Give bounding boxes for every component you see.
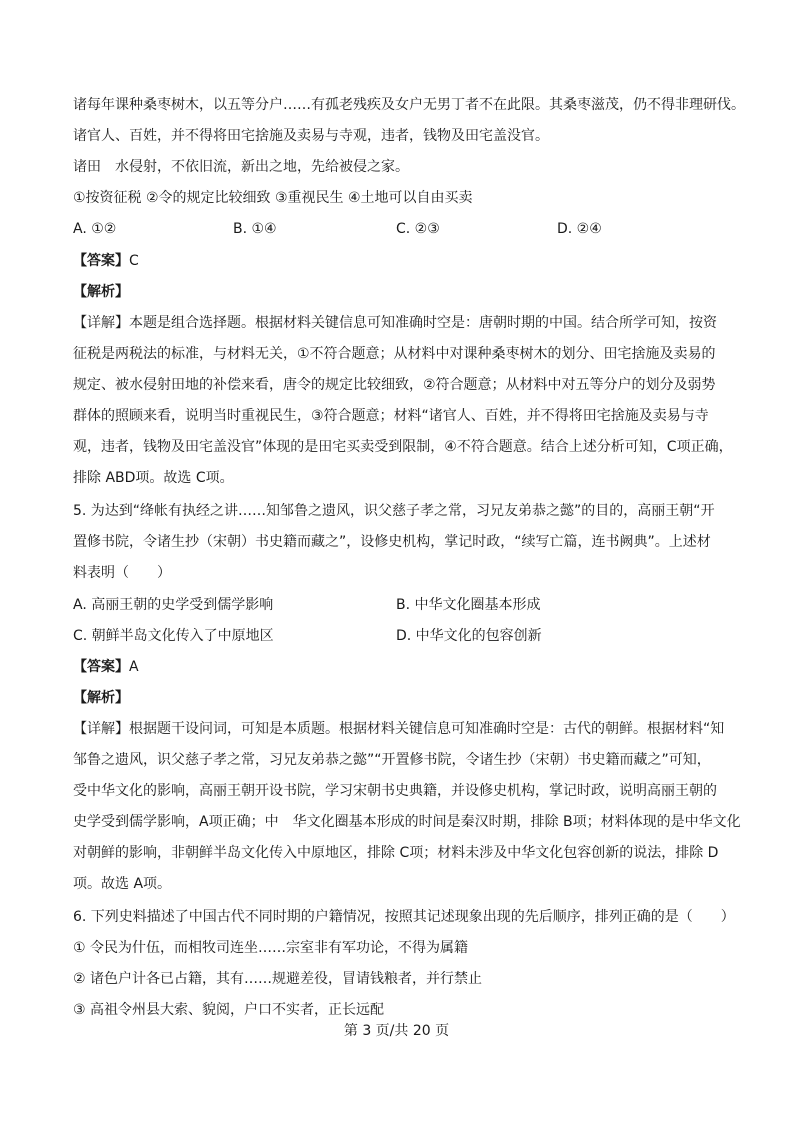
q4-detail-line-3: 规定、被水侵射田地的补偿来看，唐令的规定比较细致，②符合题意；从材料中对五等分户的划分及弱势 [73, 377, 716, 393]
q5-detail-line-1: 【详解】根据题干设问词，可知是本质题。根据材料关键信息可知准确时空是：古代的朝鲜。根据材料“知 [73, 721, 725, 737]
q5-stem-line-3: 料表明（ ） [73, 565, 171, 581]
page-footer: 第 3 页/共 20 页 [343, 1023, 450, 1039]
q4-statements: ①按资征税 ②令的规定比较细致 ③重视民生 ④土地可以自由买卖 [73, 190, 473, 206]
q4-option-d: D. ②④ [557, 221, 602, 237]
q6-item-2: ② 诸色户计各已占籍，其有……规避差役，冒请钱粮者，并行禁止 [73, 971, 482, 987]
answer-tag: 【答案】 [73, 659, 129, 675]
q5-answer [73, 657, 753, 677]
material-line-2: 诸官人、百姓，并不得将田宅捨施及卖易与寺观，违者，钱物及田宅盖没官。 [73, 128, 549, 144]
q5-option-c: C. 朝鲜半岛文化传入了中原地区 [73, 628, 274, 644]
q5-option-a: A. 高丽王朝的史学受到儒学影响 [73, 597, 274, 613]
q4-detail-line-4: 群体的照顾来看，说明当时重视民生，③符合题意；材料“诸官人、百姓，并不得将田宅捨施及卖易与寺 [73, 408, 709, 424]
material-line-1: 诸每年课种桑枣树木，以五等分户……有孤老残疾及女户无男丁者不在此限。其桑枣滋茂，仍不得非理研伐。 [73, 97, 745, 113]
q4-detail-line-5: 观，违者，钱物及田宅盖没官”体现的是田宅买卖受到限制，④不符合题意。结合上述分析可知，C项正确， [73, 439, 733, 455]
q5-analysis-tag: 【解析】 [73, 690, 129, 706]
q5-detail-line-5: 对朝鲜的影响，非朝鲜半岛文化传入中原地区，排除 C项；材料未涉及中华文化包容创新的说法，排除 D [73, 845, 719, 861]
answer-tag: 【答案】 [73, 253, 129, 269]
q5-detail-line-3: 受中华文化的影响，高丽王朝开设书院，学习宋朝书史典籍，并设修史机构，掌记时政，说明高丽王朝的 [73, 783, 717, 799]
q4-analysis-tag: 【解析】 [73, 284, 129, 300]
q6-stem: 6. 下列史料描述了中国古代不同时期的户籍情况，按照其记述现象出现的先后顺序，排列正确的是（ ） [73, 909, 735, 925]
q5-detail-line-2: 邹鲁之遗风，识父慈子孝之常，习兄友弟恭之懿”“开置修书院，令诸生抄（宋朝）书史籍而藏之”可知， [73, 752, 711, 768]
q4-detail-line-6: 排除 ABD项。故选 C项。 [73, 470, 234, 486]
q5-detail-line-4: 史学受到儒学影响，A项正确；中 华文化圈基本形成的时间是秦汉时期，排除 B项；材料体现的是中华文化 [73, 814, 741, 830]
q6-item-3: ③ 高祖令州县大索、貌阅，户口不实者，正长远配 [73, 1002, 384, 1018]
answer-value: A [129, 659, 139, 675]
q4-detail-line-2: 征税是两税法的标准，与材料无关，①不符合题意；从材料中对课种桑枣树木的划分、田宅捨施及卖易的 [73, 346, 716, 362]
q5-option-d: D. 中华文化的包容创新 [396, 628, 542, 644]
q5-stem-line-1: 5. 为达到“绛帐有执经之讲……知邹鲁之遗风，识父慈子孝之常，习兄友弟恭之懿”的目的，高丽王朝“开 [73, 503, 715, 519]
q6-item-1: ① 令民为什伍，而相牧司连坐……宗室非有军功论，不得为属籍 [73, 940, 468, 956]
material-line-3: 诸田 水侵射，不依旧流，新出之地，先给被侵之家。 [73, 159, 409, 175]
q4-option-c: C. ②③ [396, 221, 440, 237]
q5-stem-line-2: 置修书院，令诸生抄（宋朝）书史籍而藏之”，设修史机构，掌记时政，“续写亡篇，连书阙典”。上述材 [73, 534, 711, 550]
q4-detail-line-1: 【详解】本题是组合选择题。根据材料关键信息可知准确时空是：唐朝时期的中国。结合所学可知，按资 [73, 315, 717, 331]
q4-option-b: B. ①④ [233, 221, 277, 237]
q5-option-b: B. 中华文化圈基本形成 [396, 597, 541, 613]
q4-answer [73, 251, 753, 271]
q4-option-a: A. ①② [73, 221, 117, 237]
q5-detail-line-6: 项。故选 A项。 [73, 876, 172, 892]
answer-value: C [129, 253, 139, 269]
